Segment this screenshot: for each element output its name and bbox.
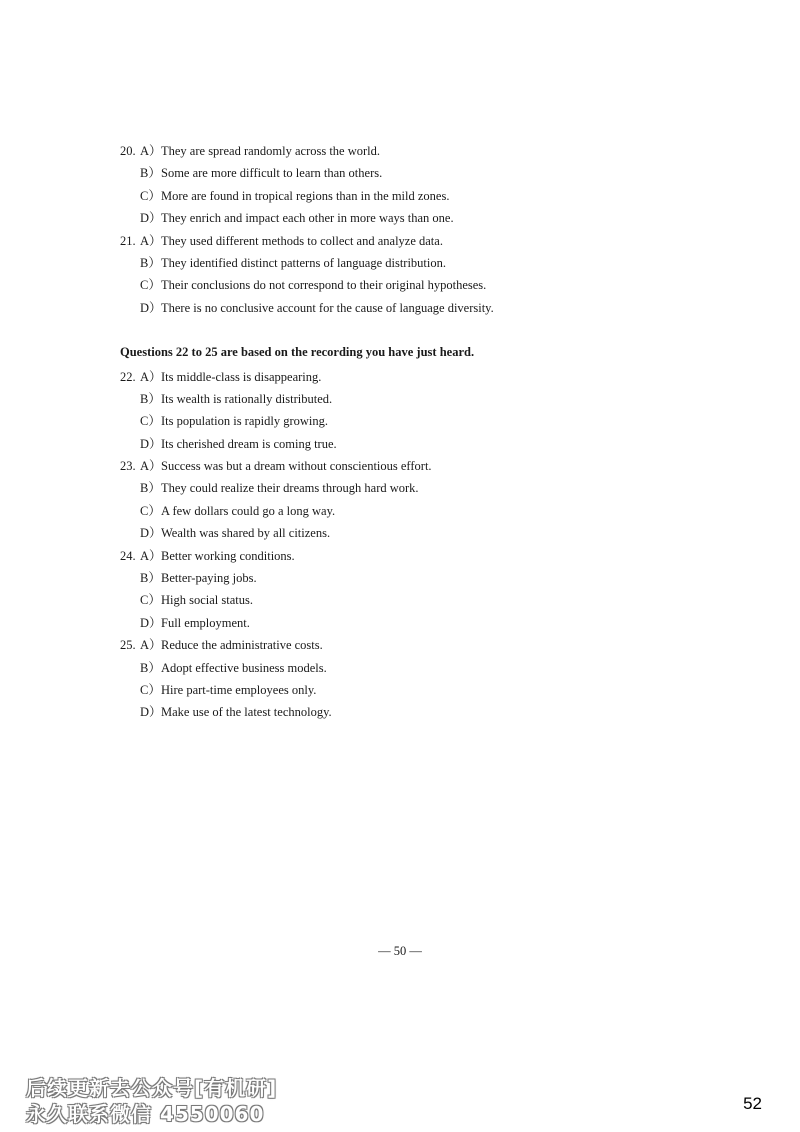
option-text: High social status. xyxy=(161,593,254,608)
answer-option xyxy=(120,185,680,207)
exam-content xyxy=(120,140,680,724)
option-text: They are spread randomly across the world. xyxy=(161,144,381,158)
question-number: 24. xyxy=(120,548,136,563)
option-letter: D） xyxy=(140,705,162,720)
option-letter: B） xyxy=(140,166,161,181)
option-letter: D） xyxy=(140,615,162,630)
option-letter: D） xyxy=(140,526,162,541)
option-letter: B） xyxy=(140,660,161,675)
section-heading: Questions 22 to 25 are based on the recording you have just heard. xyxy=(120,345,475,360)
option-text: They identified distinct patterns of language distribution. xyxy=(161,255,447,270)
option-text: Some are more difficult to learn than others. xyxy=(161,166,383,181)
watermark-line-2: 永久联系微信 4550060 xyxy=(26,1102,265,1126)
option-letter: B） xyxy=(140,571,161,586)
answer-option xyxy=(120,567,680,589)
option-text: A few dollars could go a long way. xyxy=(161,503,336,518)
option-text: Its cherished dream is coming true. xyxy=(161,436,337,451)
answer-option xyxy=(120,162,680,184)
option-text: Wealth was shared by all citizens. xyxy=(161,526,331,541)
option-text: There is no conclusive account for the cause of language diversity. xyxy=(161,300,494,315)
option-letter: C） xyxy=(140,503,161,518)
option-text: Better-paying jobs. xyxy=(161,571,257,586)
option-text: Their conclusions do not correspond to their original hypotheses. xyxy=(161,278,487,293)
answer-option xyxy=(120,207,680,229)
option-letter: A） xyxy=(140,369,162,384)
option-letter: A） xyxy=(140,548,162,563)
answer-option xyxy=(120,252,680,274)
answer-option xyxy=(120,433,680,455)
answer-option xyxy=(120,679,680,701)
question-23-option-a xyxy=(120,455,680,477)
question-group-22-25 xyxy=(120,366,680,724)
question-number: 25. xyxy=(120,638,136,653)
option-letter: B） xyxy=(140,391,161,406)
answer-option xyxy=(120,612,680,634)
question-21-option-a xyxy=(120,230,680,252)
option-letter: B） xyxy=(140,255,161,270)
option-letter: A） xyxy=(140,144,162,158)
answer-option xyxy=(120,589,680,611)
question-25-option-a xyxy=(120,634,680,656)
option-letter: C） xyxy=(140,414,161,429)
watermark-line-1: 后续更新去公众号[有机研] xyxy=(26,1076,278,1100)
page-number: — 50 — xyxy=(378,944,422,958)
option-letter: A） xyxy=(140,638,162,653)
corner-page-number: 52 xyxy=(743,1094,762,1113)
option-letter: C） xyxy=(140,278,161,293)
answer-option xyxy=(120,274,680,296)
answer-option xyxy=(120,297,680,319)
question-24-option-a xyxy=(120,545,680,567)
question-20-option-a xyxy=(120,140,680,162)
option-text: Adopt effective business models. xyxy=(161,660,327,675)
answer-option xyxy=(120,477,680,499)
option-letter: D） xyxy=(140,300,162,315)
option-letter: C） xyxy=(140,188,161,203)
option-letter: D） xyxy=(140,211,162,226)
question-number: 23. xyxy=(120,459,136,474)
option-letter: C） xyxy=(140,593,161,608)
option-text: More are found in tropical regions than in the mild zones. xyxy=(161,188,450,203)
option-text: Its population is rapidly growing. xyxy=(161,414,328,429)
option-text: Reduce the administrative costs. xyxy=(161,638,323,653)
question-number: 20. xyxy=(120,144,136,158)
option-letter: D） xyxy=(140,436,162,451)
option-text: Better working conditions. xyxy=(161,548,295,563)
option-text: Its middle-class is disappearing. xyxy=(161,369,322,384)
option-text: Success was but a dream without conscientious effort. xyxy=(161,459,432,474)
option-letter: A） xyxy=(140,233,162,248)
answer-option xyxy=(120,522,680,544)
question-group-20-21 xyxy=(120,140,680,319)
option-text: They enrich and impact each other in more ways than one. xyxy=(161,211,454,226)
answer-option xyxy=(120,701,680,723)
option-letter: C） xyxy=(140,682,161,697)
watermark xyxy=(26,1075,277,1127)
answer-option xyxy=(120,500,680,522)
option-text: Hire part-time employees only. xyxy=(161,682,317,697)
answer-option xyxy=(120,657,680,679)
option-text: They used different methods to collect and analyze data. xyxy=(161,233,443,248)
question-22-option-a xyxy=(120,366,680,388)
option-text: They could realize their dreams through hard work. xyxy=(161,481,419,496)
option-text: Make use of the latest technology. xyxy=(161,705,332,720)
answer-option xyxy=(120,388,680,410)
option-text: Full employment. xyxy=(161,615,250,630)
option-letter: B） xyxy=(140,481,161,496)
answer-option xyxy=(120,410,680,432)
option-letter: A） xyxy=(140,459,162,474)
option-text: Its wealth is rationally distributed. xyxy=(161,391,333,406)
question-number: 21. xyxy=(120,233,136,248)
question-number: 22. xyxy=(120,369,136,384)
